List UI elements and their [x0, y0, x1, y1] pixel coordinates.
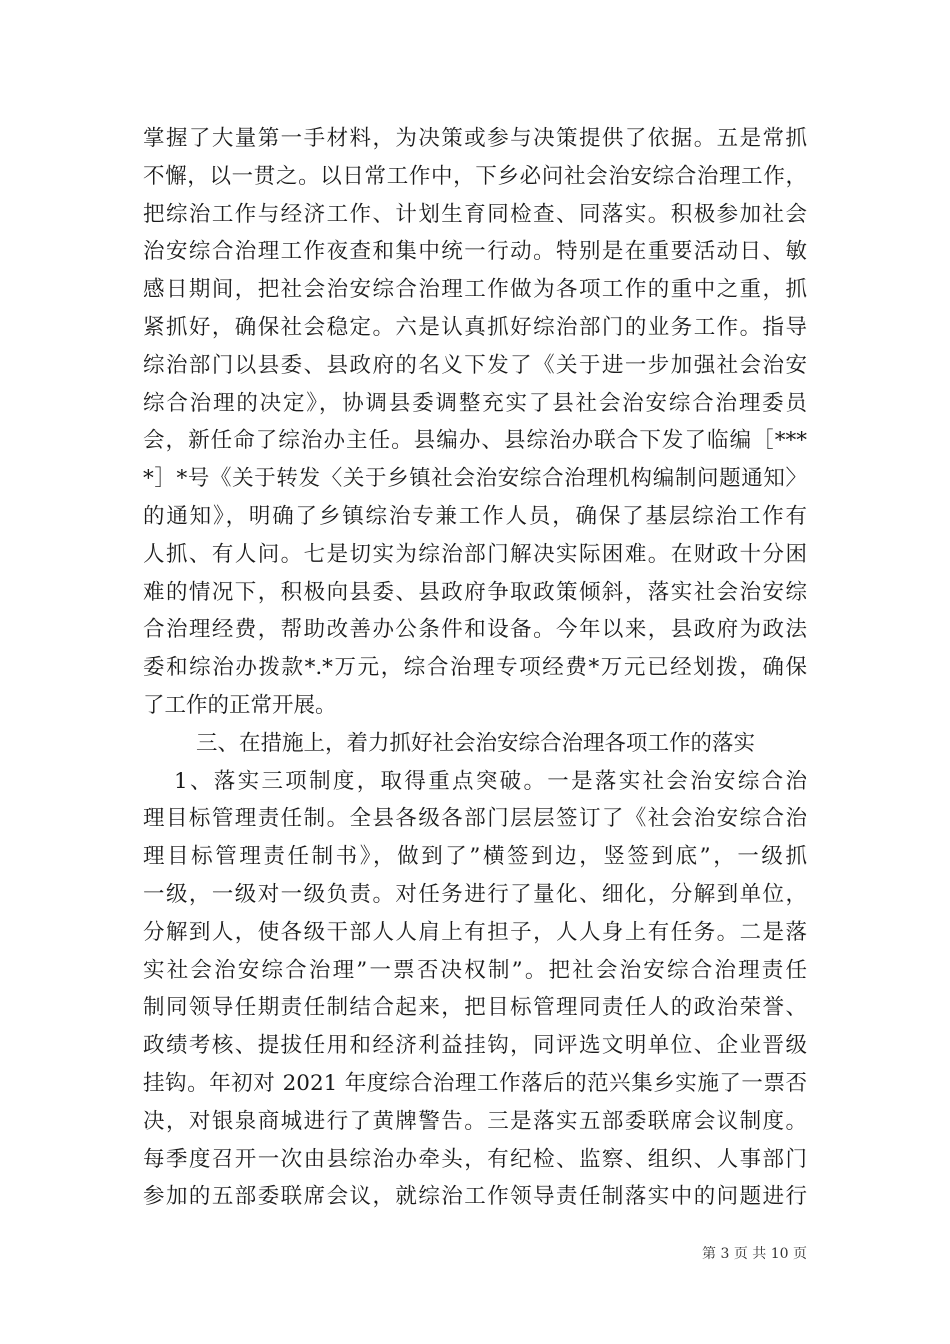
text-line: 委和综治办拨款*.*万元，综合治理专项经费*万元已经划拨，确保 [143, 655, 807, 681]
text-line: 参加的五部委联席会议，就综治工作领导责任制落实中的问题进行 [143, 1184, 807, 1210]
text-line: 决，对银泉商城进行了黄牌警告。三是落实五部委联席会议制度。 [143, 1108, 807, 1134]
text-line: *］*号《关于转发〈关于乡镇社会治安综合治理机构编制问题通知〉 [143, 466, 807, 492]
text-line: 每季度召开一次由县综治办牵头，有纪检、监察、组织、人事部门 [143, 1146, 807, 1172]
text-line: 实社会治安综合治理”一票否决权制”。把社会治安综合治理责任 [143, 957, 807, 983]
text-line: 分解到人，使各级干部人人肩上有担子，人人身上有任务。二是落 [143, 919, 807, 945]
section-heading: 三、在措施上，着力抓好社会治安综合治理各项工作的落实 [196, 730, 756, 756]
text-line: 理目标管理责任制书》，做到了”横签到边，竖签到底”，一级抓 [143, 844, 807, 870]
text-line: 紧抓好，确保社会稳定。六是认真抓好综治部门的业务工作。指导 [143, 314, 807, 340]
text-line: 一级，一级对一级负责。对任务进行了量化、细化，分解到单位， [143, 881, 807, 907]
text-line: 难的情况下，积极向县委、县政府争取政策倾斜，落实社会治安综 [143, 579, 807, 605]
document-body [143, 120, 807, 1216]
text-line: 制同领导任期责任制结合起来，把目标管理同责任人的政治荣誉、 [143, 995, 807, 1021]
text-line: 综治部门以县委、县政府的名义下发了《关于进一步加强社会治安 [143, 352, 807, 378]
text-line: 的通知》，明确了乡镇综治专兼工作人员，确保了基层综治工作有 [143, 503, 807, 529]
text-line: 不懈，以一贯之。以日常工作中，下乡必问社会治安综合治理工作， [143, 163, 807, 189]
text-line: 综合治理的决定》，协调县委调整充实了县社会治安综合治理委员 [143, 390, 807, 416]
text-line: 掌握了大量第一手材料，为决策或参与决策提供了依据。五是常抓 [143, 126, 807, 151]
text-line: 政绩考核、提拔任用和经济利益挂钩，同评选文明单位、企业晋级 [143, 1033, 807, 1059]
text-line: 1、落实三项制度，取得重点突破。一是落实社会治安综合治 [174, 768, 807, 794]
text-line: 感日期间，把社会治安综合治理工作做为各项工作的重中之重，抓 [143, 277, 807, 303]
page-number: 第 3 页 共 10 页 [702, 1246, 807, 1262]
text-line: 了工作的正常开展。 [143, 692, 337, 718]
text-line: 人抓、有人问。七是切实为综治部门解决实际困难。在财政十分困 [143, 541, 807, 567]
text-line: 把综治工作与经济工作、计划生育同检查、同落实。积极参加社会 [143, 201, 807, 227]
text-line: 会，新任命了综治办主任。县编办、县综治办联合下发了临编［*** [143, 428, 807, 454]
text-line: 治安综合治理工作夜查和集中统一行动。特别是在重要活动日、敏 [143, 239, 807, 265]
text-line: 合治理经费，帮助改善办公条件和设备。今年以来，县政府为政法 [143, 617, 807, 643]
text-line: 理目标管理责任制。全县各级各部门层层签订了《社会治安综合治 [143, 806, 807, 832]
text-line: 挂钩。年初对 2021 年度综合治理工作落后的范兴集乡实施了一票否 [143, 1070, 807, 1096]
